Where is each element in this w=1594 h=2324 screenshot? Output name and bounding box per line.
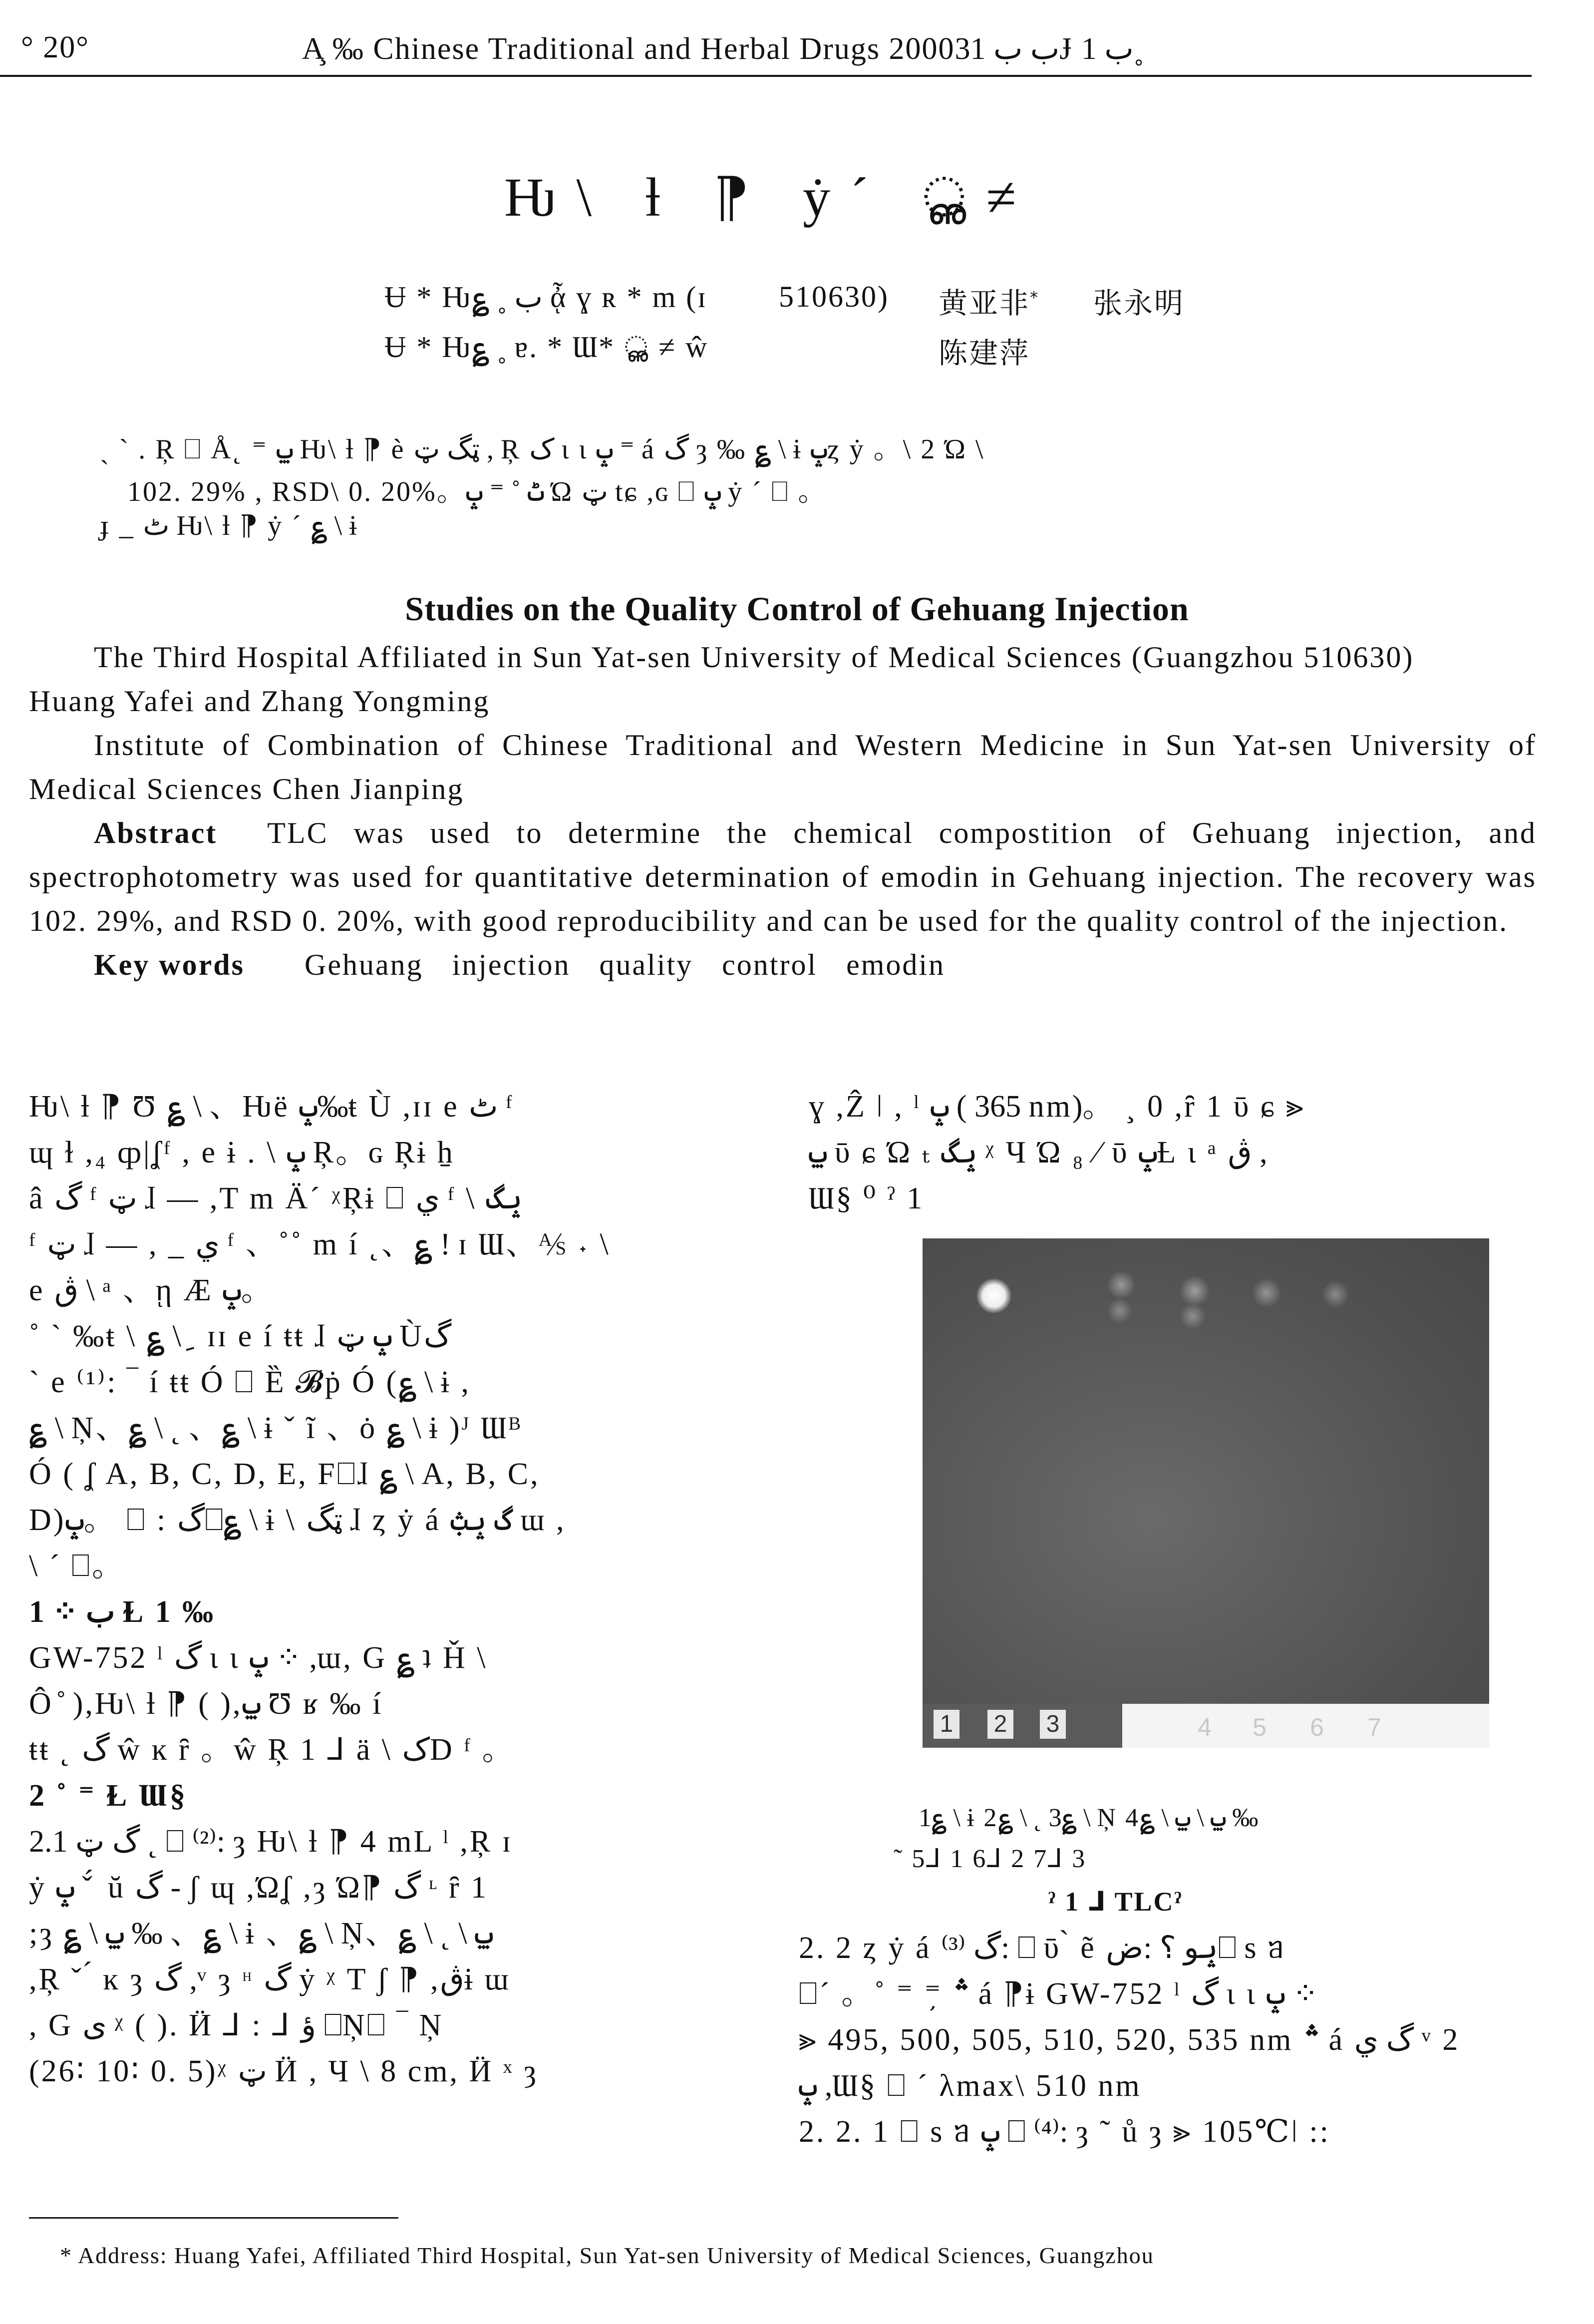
lane-label: 5 [1253, 1713, 1267, 1741]
footnote: * Address: Huang Yafei, Affiliated Third Hospital, Sun Yat-sen University of Medical Sciences, Guangzhou [60, 2243, 1154, 2268]
abstract-cn-line-1: ˏ ˋ . Ŗ ⎕ Å˛ ⁼ ݐ Ƕ\ ƚ ⁋ è ټگ ټ , Ŗ ک ɩ ɩ ݒ ⁼ á گ ȝ ‰ ؏ \ ɨ ݒȥ ẏ 。\ 2 Ώ \ [100, 434, 985, 465]
right-para-line: 2. 2. 1 ⎕ s ᥑ ݒ ⎕ ⁽⁴⁾: ȝ ˜ ů ȝ ⪢ 105℃ǀ :: [799, 2115, 1330, 2149]
section-2-line: ;ȝ ؏ \ ݐ ‰ 、؏ \ ɨ 、؏ \ Ņ、؏ \ ˛ \ ݐ [29, 1917, 493, 1950]
affiliation-cn-2: Ʉ * Ƕ؏ ˳ ɐ. * Ɯ* ൢ ≠ ŵ [384, 331, 709, 364]
section-1-line: Ô ̊ ),Ƕ\ ƚ ⁋ ( ),ݐ Ʊ ʁ ‰ í [29, 1687, 383, 1721]
left-para-line: â گ ᶠ ټ ɺ — ,T m Ä´ ᵡŖɨ ⎕ ي ᶠ \ ݒگ [29, 1181, 523, 1215]
left-para-line: ؏ \ Ņ、؏ \ ˛ 、؏ \ ɨ ˇ ĩ 、ȯ ؏ \ ɨ )ᴶ Ɯᴮ [29, 1411, 522, 1445]
section-1-line: ŧŧ ˛ گ ŵ ĸ ȓ 。ŵ Ŗ 1 ⅃ ä \ کD ᶠ 。 [29, 1733, 515, 1767]
abstract-label: Abstract [94, 816, 218, 849]
figure-caption-line-2: ˜ 5⅃ 1 6⅃ 2 7⅃ 3 [894, 1845, 1087, 1873]
right-para-line: ɣ ,Ẑ ǀ , ˡ ݒ ( 365 nm)。 ¸ 0 ,ȓ 1 ῡ ɕ ⪢ [809, 1090, 1305, 1124]
lane-label: 7 [1367, 1713, 1381, 1741]
figure-caption-line-1: 1؏ \ ɨ 2؏ \ ˛ 3؏ \ Ņ 4؏ \ ݐ \ ݐ ‰ [919, 1804, 1259, 1832]
english-title: Studies on the Quality Control of Gehuang Injection [405, 590, 1189, 628]
section-2-line: 2.1 گ ټ ˛ ⎕ ⁽²⁾: ȝ Ƕ\ ƚ ⁋ 4 mL ˡ ,Ŗ ɪ [29, 1825, 513, 1859]
author-zhang-yongming: 张永明 [1093, 286, 1185, 320]
title-cn-garbled: Ƕ\ ƚ ⁋ ẏ´ ൢ≠ [504, 167, 1036, 228]
right-para-line: ݒ ,Ɯ§ ⎕ ´ λmax\ 510 nm [799, 2069, 1142, 2103]
tlc-plate-photo [923, 1238, 1489, 1748]
tlc-spot [1322, 1281, 1349, 1308]
author-huang-yafei: 黄亚非* [939, 286, 1040, 320]
author-chen-jianping: 陈建萍 [939, 336, 1030, 370]
english-affiliation-block [29, 635, 1537, 987]
section-2-heading: 2 ˚ ⁼ Ɫ Ɯ§ [29, 1779, 188, 1813]
left-column [29, 1084, 763, 2094]
tlc-spot [976, 1278, 1011, 1313]
right-column-top [809, 1084, 1558, 1221]
left-para-line: ˋ e ⁽¹⁾: ‾ í ŧŧ Ó ⎕ Ȅ 𝓑ṗ Ó (؏ \ ɨ , [29, 1365, 471, 1399]
left-para-line: \ ´ ⎕。 [29, 1549, 125, 1583]
english-authors-1: Huang Yafei and Zhang Yongming [29, 685, 490, 718]
right-para-line: ݐ ῡ ɕ Ώ ₜ ݒگ ᵡ Ч Ώ ₈ ⁄ ῡ ݒȽ ɩ ᵃ ڨ , [809, 1136, 1268, 1169]
section-1-line: GW-752 ˡ گ ɩ ɩ ݒ ⁘ ,ɯ, G ؏ ʇ Ȟ \ [29, 1641, 488, 1675]
left-para-line: ᶠ ټ ɺ — , _ ي ᶠ 、˚˚ m í ˛、؏ ! ɪ Ɯ、⅍ ˖ \ [29, 1227, 611, 1261]
tlc-spot [1107, 1298, 1132, 1323]
lane-label: 1 [934, 1710, 959, 1739]
tlc-spot [1107, 1271, 1135, 1299]
left-para-line: D)ݒ。 ⎕ : گ⎕؏ \ ɨ \ ټگ ɺ ȥ ẏ á گ ݒݑ ɯ , [29, 1503, 566, 1537]
tlc-spot [1180, 1303, 1206, 1329]
tlc-label-strip [923, 1704, 1489, 1748]
abstract-text: TLC was used to determine the chemical compostition of Gehuang injection, and spectrophotometry was used for quantitative determination of emodin in Gehuang injection. The recovery was 102. 29%, and RSD 0. 20%, with good reproducibility and can be used for the quality control of the injection. [29, 816, 1537, 937]
left-para-line: ˚ ˋ ‰ŧ \ ؏ \ ِ ɪɪ e í ŧŧ ɺ ݒ ټ Ùگ [29, 1319, 452, 1353]
postal-code: 510630) [779, 280, 889, 313]
affiliation-cn-1: Ʉ * Ƕ؏ ˳ ب ᾆ ɣ ʀ * m (ɪ [384, 281, 707, 314]
tlc-spot [1180, 1276, 1210, 1306]
footnote-rule [29, 2217, 398, 2219]
lane-label: 6 [1310, 1713, 1324, 1741]
english-keywords [29, 943, 1537, 987]
keywords-label: Key words [94, 948, 245, 981]
section-1-heading: 1 ⁘ ب Ɫ 1 ‰ [29, 1595, 216, 1629]
abstract-cn-line-2: 102. 29% , RSD\ 0. 20%。ٹ ˚ ⁼ ݒ Ώ ټ tɕ ,ɢ ⎕ ݒ ẏ ´ ⎕ 。 [127, 476, 828, 507]
journal-header: A̧ ‰ Chinese Traditional and Herbal Drugs 2000ب ب 31Ɉ ب 1˳ [302, 32, 1144, 66]
header-rule [0, 75, 1532, 77]
left-para-line: e ڨ \ ᵃ 、ῃ Æ ݒ。 [29, 1273, 274, 1307]
section-2-line: ,Ŗ ˇ ́ ĸ ȝ گ ,ᵛ ȝ ᵸ گ ẏ ᵡ T ʃ ⁋ ,ڨɨ ɯ [29, 1962, 511, 1996]
left-para-line: Ƕ\ ƚ ⁋ Ʊ ؏ \ 、Ƕë ݒ‰ŧ Ù ,ɪɪ e ٹ ᶠ [29, 1090, 514, 1124]
right-para-line: ⎕´ 。˚ ⁼ ⁼̦ ؞ á ⁋ɨ GW-752 ˡ گ ɩ ɩ ݒ ⁘ [799, 1977, 1318, 2011]
tlc-spot [1252, 1278, 1281, 1307]
figure-caption-title: ˀ 1 ⅃ TLCˀ [1048, 1887, 1183, 1917]
section-2-line: , G ی ᵡ ( ). Ӥ ⅃ : ⅃ ؤ ⎕Ņ⎕ ‾ Ņ [29, 2008, 444, 2042]
keywords-text: Gehuang injection quality control emodin [304, 948, 946, 981]
abstract-cn-keywords: ɟ _ ٹ Ƕ\ ƚ ⁋ ẏ ´ ؏ \ ɨ [100, 510, 358, 541]
lane-label: 2 [987, 1710, 1013, 1739]
section-2-line: ẏ ݒ ˇ ́ ŭ گ - ʃ ɰ ,Ώʆ ,ȝ Ώ⁋ گ ᶫ ȓ 1 [29, 1871, 489, 1905]
left-para-line: ɰ ɫ ,₄ ȹ|ʆᶠ , e ɨ . \ ݒ Ŗ。ɢ Ŗɨ ẖ [29, 1136, 455, 1169]
lane-label: 3 [1040, 1710, 1066, 1739]
english-abstract [29, 811, 1537, 943]
english-affiliation-2: Institute of Combination of Chinese Traditional and Western Medicine in Sun Yat-sen University of Medical Sciences Chen Jianping [29, 729, 1537, 805]
right-para-line: 2. 2 ȥ ẏ á گ ⁽³⁾: ⎕ ῡ ̀ ẽ ݒو ؟ :ض⎕ s ᥑ [799, 1931, 1286, 1965]
right-para-line: Ɯ§ ⁰ ˀ 1 [809, 1181, 925, 1215]
english-affiliation-1: The Third Hospital Affiliated in Sun Yat-sen University of Medical Sciences (Guangzhou 510630) [94, 641, 1414, 674]
section-2-line: (26∶ 10∶ 0. 5)ᵡ ټ Ӥ , Ч \ 8 cm, Ӥ ˣ ȝ [29, 2054, 538, 2088]
lane-label: 4 [1198, 1713, 1212, 1741]
right-para-line: ⪢ 495, 500, 505, 510, 520, 535 nm ؞ á گ ي ᵛ 2 [799, 2023, 1460, 2057]
page-number: ° 20° [21, 30, 90, 64]
left-para-line: Ó ( ʆ A, B, C, D, E, F⎕ɺ ؏ \ A, B, C, [29, 1457, 540, 1491]
right-column-bottom [799, 1925, 1558, 2155]
